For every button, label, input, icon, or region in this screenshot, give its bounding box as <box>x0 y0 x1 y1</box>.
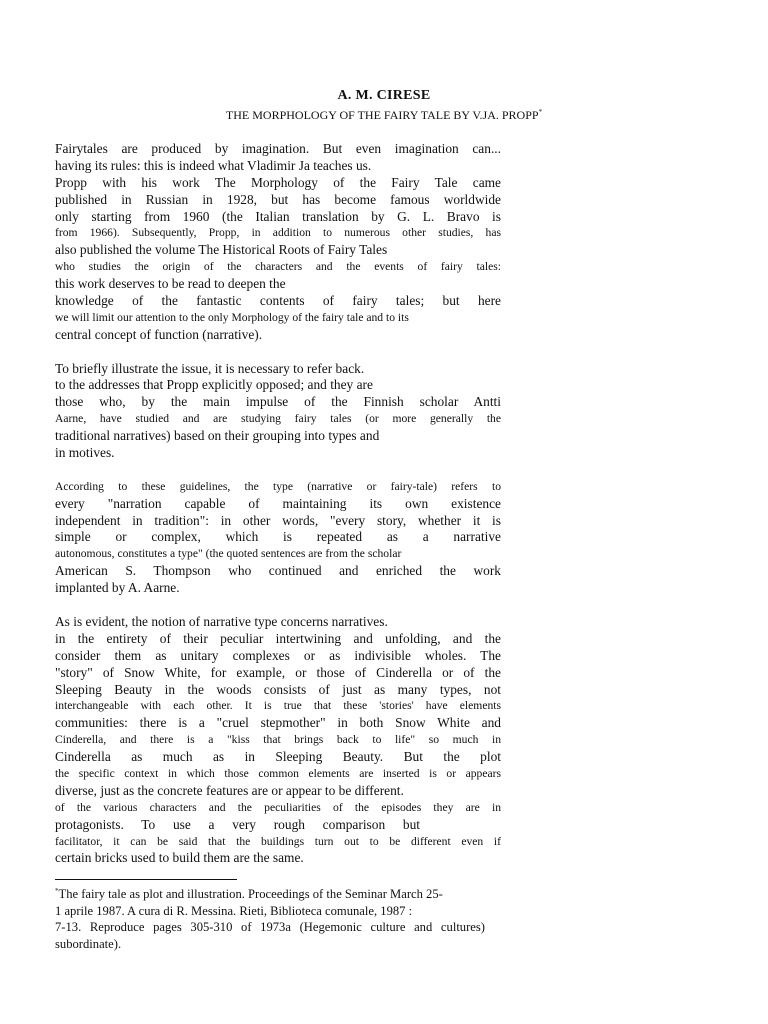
text-line: American S. Thompson who continued and enriched the work <box>55 563 501 579</box>
text-line: traditional narratives) based on their grouping into types and <box>55 428 380 444</box>
article-title <box>0 108 768 123</box>
author-name: A. M. CIRESE <box>337 88 431 103</box>
article-body <box>55 141 501 867</box>
footnote-line <box>55 886 485 903</box>
text-line: diverse, just as the concrete features are or appear to be different. <box>55 782 404 798</box>
text-line: interchangeable with each other. It is true that these 'stories' have elements <box>55 699 501 713</box>
text-line: the specific context in which those common elements are inserted is or appears <box>55 766 501 780</box>
footnote-marker: * <box>55 886 59 895</box>
text-line: knowledge of the fantastic contents of fairy tales; but here <box>55 293 501 309</box>
text-line: Cinderella, and there is a "kiss that brings back to life" so much in <box>55 733 501 747</box>
text-line: Sleeping Beauty in the woods consists of just as many types, not <box>55 681 501 697</box>
text-line: only starting from 1960 (the Italian translation by G. L. Bravo is <box>55 208 501 224</box>
article-title-text: THE MORPHOLOGY OF THE FAIRY TALE BY V.JA. PROPP <box>225 108 539 122</box>
footnote-text: The fairy tale as plot and illustration. Proceedings of the Seminar March 25- <box>58 887 443 901</box>
text-line: Cinderella as much as in Sleeping Beauty. But the plot <box>55 749 501 765</box>
footnote-separator <box>55 879 237 880</box>
footnote-line: 7-13. Reproduce pages 305-310 of 1973a (Hegemonic culture and cultures) <box>55 920 485 934</box>
text-line: certain bricks used to build them are the same. <box>55 850 304 866</box>
text-line: from 1966). Subsequently, Propp, in addition to numerous other studies, has <box>55 226 501 240</box>
text-line: Aarne, have studied and are studying fairy tales (or more generally the <box>55 412 501 426</box>
text-line: To briefly illustrate the issue, it is necessary to refer back. <box>55 360 365 376</box>
text-line: those who, by the main impulse of the Finnish scholar Antti <box>55 394 501 410</box>
text-line: consider them as unitary complexes or as indivisible wholes. The <box>55 647 501 663</box>
text-line: independent in tradition": in other words, "every story, whether it is <box>55 512 501 528</box>
footnote <box>55 886 485 952</box>
text-line: facilitator, it can be said that the buildings turn out to be different even if <box>55 834 501 848</box>
text-line: As is evident, the notion of narrative type concerns narratives. <box>55 613 388 629</box>
text-line: According to these guidelines, the type (narrative or fairy-tale) refers to <box>55 479 501 493</box>
paragraph-gap <box>55 344 501 361</box>
text-line: Fairytales are produced by imagination. But even imagination can... <box>55 141 501 156</box>
text-line: of the various characters and the peculiarities of the episodes they are in <box>55 800 501 814</box>
text-line: also published the volume The Historical Roots of Fairy Tales <box>55 242 388 258</box>
text-line: Propp with his work The Morphology of the Fairy Tale came <box>55 174 501 190</box>
text-line: "story" of Snow White, for example, or those of Cinderella or of the <box>55 664 501 680</box>
text-line: to the addresses that Propp explicitly opposed; and they are <box>55 377 373 393</box>
title-footnote-marker: * <box>538 108 543 116</box>
text-line: simple or complex, which is repeated as a narrative <box>55 529 501 545</box>
text-line: who studies the origin of the characters and the events of fairy tales: <box>55 260 501 274</box>
text-line: protagonists. To use a very rough comparison but <box>55 816 420 832</box>
text-line: every "narration capable of maintaining its own existence <box>55 495 501 511</box>
text-line: we will limit our attention to the only Morphology of the fairy tale and to its <box>55 310 409 324</box>
text-line: communities: there is a "cruel stepmother" in both Snow White and <box>55 715 501 731</box>
text-line: in the entirety of their peculiar intertwining and unfolding, and the <box>55 630 501 646</box>
paragraph-gap <box>55 462 501 479</box>
paragraph-gap <box>55 597 501 614</box>
text-line: implanted by A. Aarne. <box>55 580 180 596</box>
text-line: in motives. <box>55 445 115 461</box>
text-line: central concept of function (narrative). <box>55 326 263 342</box>
text-line: autonomous, constitutes a type" (the quoted sentences are from the scholar <box>55 547 402 561</box>
footnote-line: subordinate). <box>55 936 122 951</box>
footnote-line: 1 aprile 1987. A cura di R. Messina. Rieti, Biblioteca comunale, 1987 : <box>55 903 413 918</box>
text-line: having its rules: this is indeed what Vladimir Ja teaches us. <box>55 157 372 173</box>
text-line: published in Russian in 1928, but has become famous worldwide <box>55 191 501 207</box>
text-line: this work deserves to be read to deepen the <box>55 276 286 292</box>
